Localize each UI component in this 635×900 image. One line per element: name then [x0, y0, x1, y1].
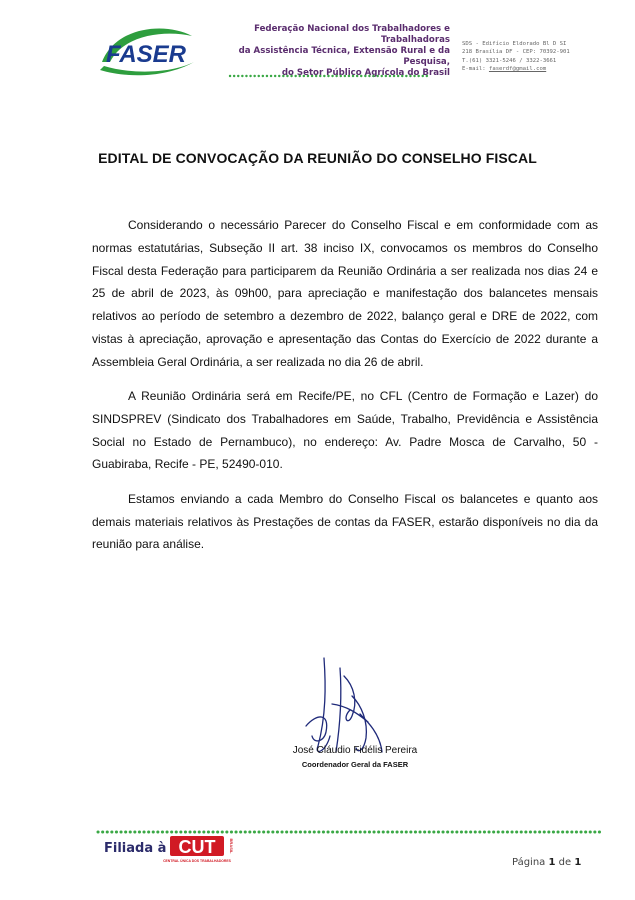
page-total: 1 [574, 857, 582, 868]
page-current: 1 [548, 857, 556, 868]
org-line: da Assistência Técnica, Extensão Rural e da Pesquisa, [238, 46, 450, 67]
body-paragraph: Estamos enviando a cada Membro do Conselho Fiscal os balancetes e quanto aos demais materiais relativos às Prestações de contas da FASER, estarão disponíveis no dia da reunião para análise. [92, 491, 598, 552]
contact-info [462, 40, 582, 73]
affiliation-label: Filiada à [104, 841, 167, 856]
org-line: Federação Nacional dos Trabalhadores e Trabalhadoras [254, 24, 450, 45]
document-body [92, 214, 598, 568]
cut-logo [163, 834, 236, 864]
cut-logo-subtitle: CENTRAL ÚNICA DOS TRABALHADORES [163, 859, 231, 863]
contact-line: T.(61) 3321-5246 / 3322-3661 [462, 57, 557, 64]
cut-logo-text: CUT [178, 837, 216, 857]
org-line: do Setor Público Agrícola do Brasil [281, 68, 450, 78]
faser-logo [96, 22, 198, 80]
document-title: EDITAL DE CONVOCAÇÃO DA REUNIÃO DO CONSELHO FISCAL [98, 150, 537, 166]
contact-email-line [462, 65, 582, 73]
faser-logo-text: FASER [105, 41, 187, 68]
page-number [512, 857, 581, 868]
footer-dotted-divider [96, 822, 604, 828]
email-label: E-mail: [462, 65, 486, 72]
page-label: Página [512, 857, 546, 868]
contact-line: SDS - Edifício Eldorado Bl D SI [462, 41, 567, 47]
page-separator: de [558, 857, 572, 868]
cut-logo-country: BRASIL [229, 838, 234, 854]
contact-line: 218 Brasília DF - CEP: 70392-901 [462, 49, 570, 56]
body-paragraph: A Reunião Ordinária será em Recife/PE, no CFL (Centro de Formação e Lazer) do SINDSPREV (Sindicato dos Trabalhadores em Saúde, Trabalho, Previdência e Assistência Social no Estado de Pernambuco), no endereço: Av. Padre Mosca de Carvalho, 50 - Guabiraba, Recife - PE, 52490-010. [92, 389, 598, 472]
header-dotted-divider [228, 66, 432, 72]
email-link[interactable]: faserdf@gmail.com [488, 65, 547, 72]
body-paragraph: Considerando o necessário Parecer do Conselho Fiscal e em conformidade com as normas estatutárias, Subseção II art. 38 inciso IX, convocamos os membros do Conselho Fiscal desta Federação para participarem da Reunião Ordinária a ser realizada nos dias 24 e 25 de abril de 2023, às 09h00, para apreciação e manifestação dos balancetes mensais relativos ao período de setembro a dezembro de 2022, balanço geral e DRE de 2022, com vistas à apreciação, aprovação e apresentação das Contas do Exercício de 2022 durante a Assembleia Geral Ordinária, a ser realizada no dia 26 de abril. [92, 218, 598, 369]
signatory-role: Coordenador Geral da FASER [301, 760, 409, 769]
signatory-name: José Cláudio Fidélis Pereira [292, 745, 418, 756]
